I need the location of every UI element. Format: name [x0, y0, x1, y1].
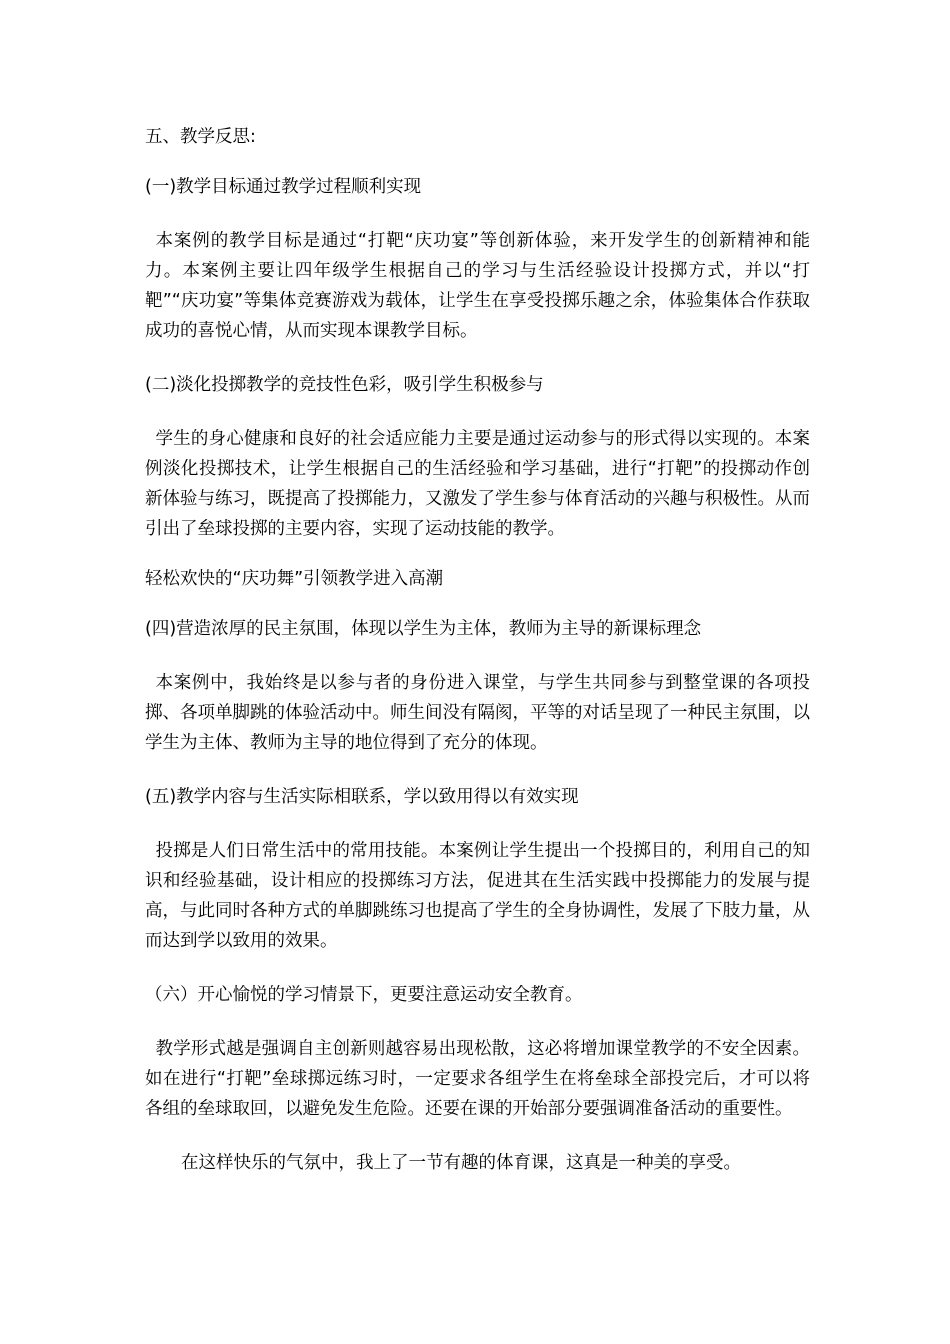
section-3-heading: 轻松欢快的“庆功舞”引领教学进入高潮 [145, 569, 444, 589]
section-5-paragraph: 投掷是人们日常生活中的常用技能。本案例让学生提出一个投掷目的，利用自己的知识和经验基础，设计相应的投掷练习方法，促进其在生活实践中投掷能力的发展与提高，与此同时各种方式的单脚跳练习也提高了学生的全身协调性，发展了下肢力量，从而达到学以致用的效果。 [145, 841, 810, 951]
section-4-heading: (四)营造浓厚的民主氛围，体现以学生为主体，教师为主导的新课标理念 [145, 619, 702, 639]
section-1-heading: (一)教学目标通过教学过程顺利实现 [145, 177, 422, 197]
section-2-paragraph: 学生的身心健康和良好的社会适应能力主要是通过运动参与的形式得以实现的。本案例淡化投掷技术，让学生根据自己的生活经验和学习基础，进行“打靶”的投掷动作创新体验与练习，既提高了投掷能力，又激发了学生参与体育活动的兴趣与积极性。从而引出了垒球投掷的主要内容，实现了运动技能的教学。 [145, 429, 810, 539]
section-1-paragraph: 本案例的教学目标是通过“打靶“庆功宴”等创新体验，来开发学生的创新精神和能力。本案例主要让四年级学生根据自己的学习与生活经验设计投掷方式，并以“打靶”“庆功宴”等集体竞赛游戏为载体，让学生在享受投掷乐趣之余，体验集体合作获取成功的喜悦心情，从而实现本课教学目标。 [145, 231, 810, 341]
document-title: 五、教学反思: [145, 127, 256, 147]
closing-sentence: 在这样快乐的气氛中，我上了一节有趣的体育课，这真是一种美的享受。 [181, 1153, 741, 1173]
section-6-paragraph: 教学形式越是强调自主创新则越容易出现松散，这必将增加课堂教学的不安全因素。如在进行“打靶”垒球掷远练习时，一定要求各组学生在将垒球全部投完后，才可以将各组的垒球取回，以避免发生危险。还要在课的开始部分要强调准备活动的重要性。 [145, 1039, 810, 1119]
document-body [145, 122, 810, 1178]
section-2-heading: (二)淡化投掷教学的竞技性色彩，吸引学生积极参与 [145, 375, 544, 395]
section-6-heading: （六）开心愉悦的学习情景下，更要注意运动安全教育。 [145, 985, 583, 1005]
section-4-paragraph: 本案例中，我始终是以参与者的身份进入课堂，与学生共同参与到整堂课的各项投掷、各项单脚跳的体验活动中。师生间没有隔阂，平等的对话呈现了一种民主氛围，以学生为主体、教师为主导的地位得到了充分的体现。 [145, 673, 810, 753]
section-5-heading: (五)教学内容与生活实际相联系，学以致用得以有效实现 [145, 787, 579, 807]
